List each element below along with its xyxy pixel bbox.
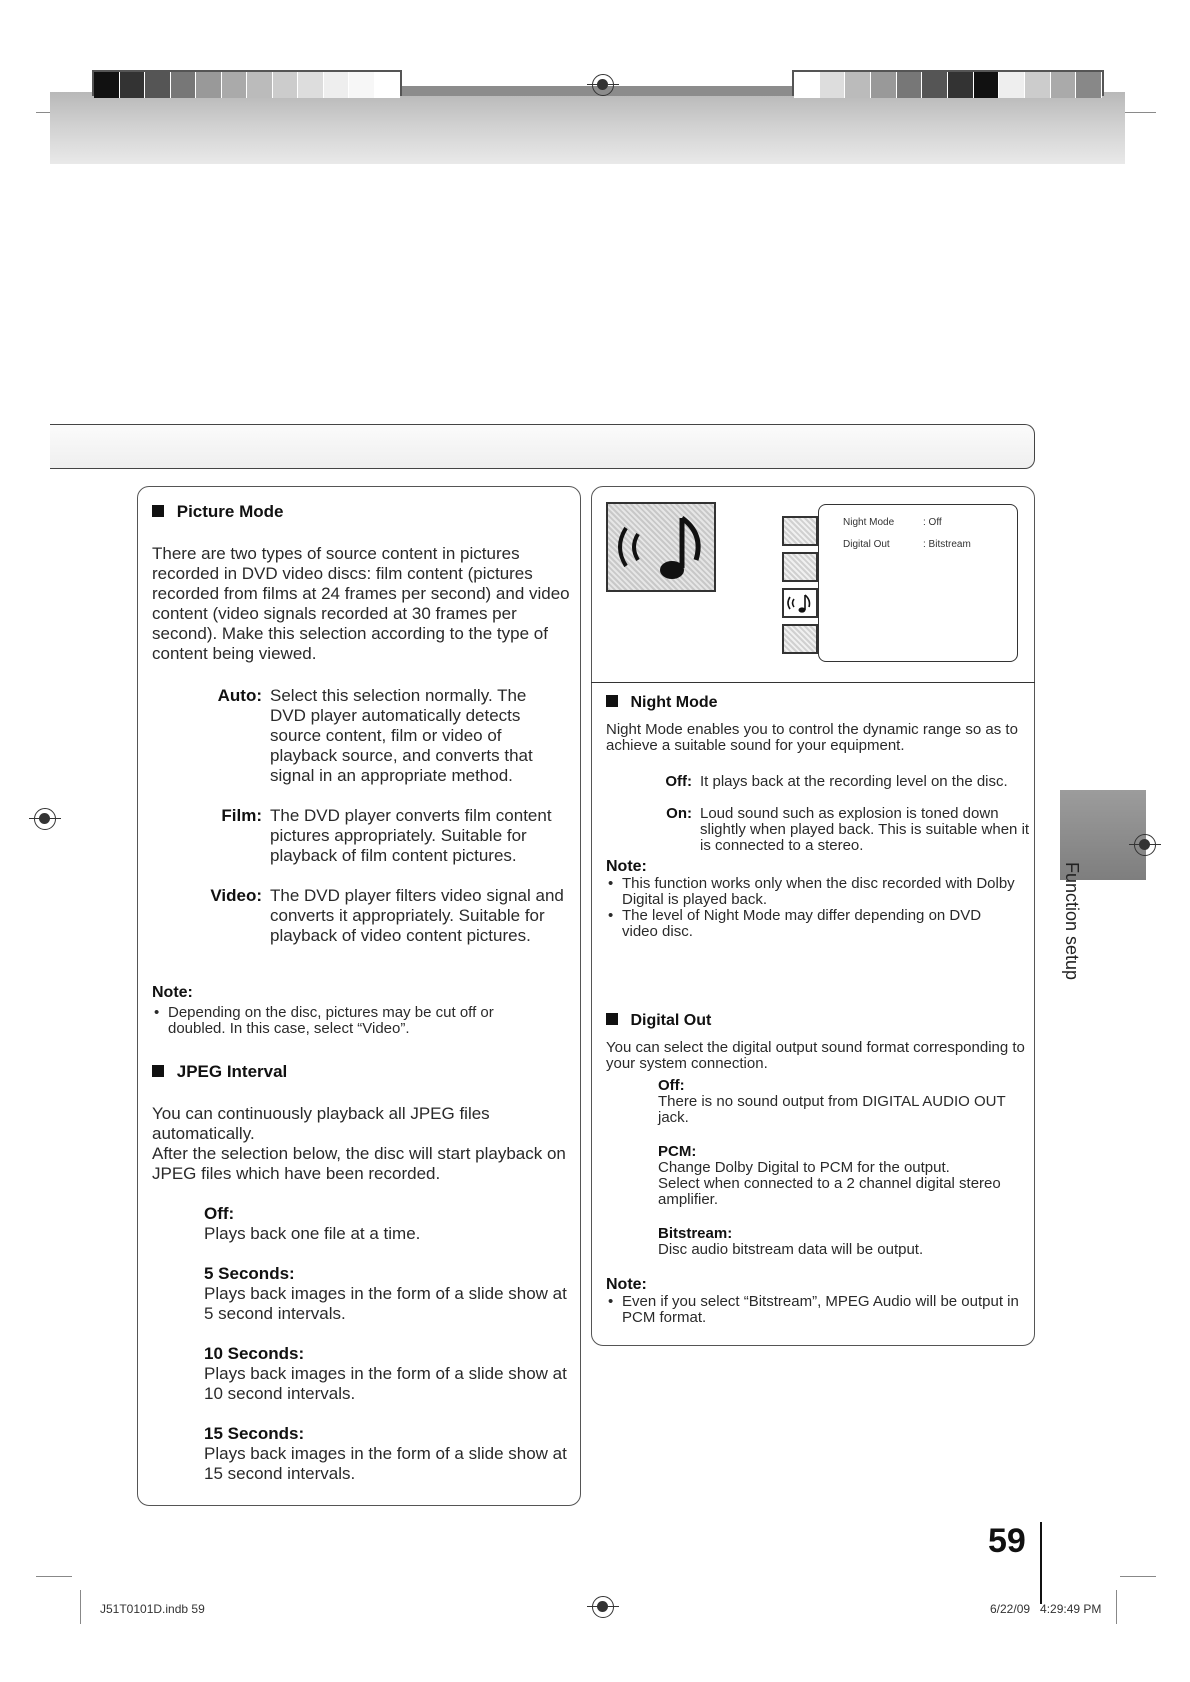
page-number-bar bbox=[1040, 1522, 1042, 1604]
night-mode-option-off bbox=[650, 774, 1030, 790]
header-band bbox=[50, 92, 1125, 164]
picture-mode-option-video bbox=[192, 886, 572, 946]
registration-mark-right bbox=[1134, 834, 1156, 856]
option-term: Bitstream: bbox=[658, 1225, 733, 1242]
option-desc: There is no sound output from DIGITAL AUDIO OUT jack. bbox=[658, 1093, 1006, 1126]
crop-mark bbox=[1120, 1576, 1156, 1577]
picture-mode-heading: Picture Mode bbox=[152, 502, 283, 522]
digital-out-option-off bbox=[658, 1078, 1028, 1126]
registration-mark-left bbox=[34, 808, 56, 830]
option-desc: Plays back images in the form of a slide show at 10 second intervals. bbox=[204, 1364, 567, 1403]
picture-mode-option-auto bbox=[192, 686, 572, 786]
option-term: 15 Seconds: bbox=[204, 1424, 305, 1443]
jpeg-interval-heading: JPEG Interval bbox=[152, 1062, 287, 1082]
audio-tab-icon bbox=[782, 588, 818, 618]
option-term: Auto: bbox=[217, 686, 262, 705]
page-number: 59 bbox=[988, 1522, 1026, 1560]
language-tab-icon bbox=[782, 516, 818, 546]
night-mode-option-on bbox=[650, 806, 1030, 854]
color-bar-left bbox=[92, 70, 402, 96]
night-mode-note-title: Note: bbox=[606, 858, 647, 875]
registration-mark-top bbox=[592, 74, 614, 96]
osd-row-night-mode bbox=[843, 517, 942, 528]
option-term: Off: bbox=[204, 1204, 235, 1223]
option-term: 5 Seconds: bbox=[204, 1264, 295, 1283]
night-mode-heading: Night Mode bbox=[606, 694, 718, 712]
footer-file-ref: J51T0101D.indb 59 bbox=[100, 1602, 205, 1616]
jpeg-option-5s bbox=[204, 1264, 574, 1324]
crop-mark bbox=[36, 1576, 72, 1577]
crop-mark bbox=[1116, 1590, 1117, 1624]
picture-mode-notes bbox=[152, 1005, 552, 1037]
parental-tab-icon bbox=[782, 624, 818, 654]
digital-out-notes bbox=[606, 1294, 1026, 1326]
picture-mode-option-film bbox=[192, 806, 572, 866]
option-term: Film: bbox=[221, 806, 262, 825]
osd-row-digital-out bbox=[843, 539, 971, 550]
note-item: • Even if you select “Bitstream”, MPEG Audio will be output in PCM format. bbox=[606, 1294, 1026, 1326]
osd-audio-menu bbox=[818, 504, 1018, 662]
option-desc-2: Select when connected to a 2 channel digital stereo amplifier. bbox=[658, 1175, 1001, 1208]
osd-value: : Bitstream bbox=[923, 539, 971, 550]
night-mode-intro: Night Mode enables you to control the dynamic range so as to achieve a suitable sound for your equipment. bbox=[606, 721, 1018, 754]
jpeg-interval-intro-1: You can continuously playback all JPEG files automatically. bbox=[152, 1104, 490, 1143]
osd-value: : Off bbox=[923, 517, 942, 528]
option-desc: Plays back images in the form of a slide show at 5 second intervals. bbox=[204, 1284, 567, 1323]
digital-out-option-pcm bbox=[658, 1144, 1028, 1208]
option-desc: Change Dolby Digital to PCM for the output. bbox=[658, 1159, 950, 1176]
jpeg-option-15s bbox=[204, 1424, 574, 1484]
picture-mode-intro: There are two types of source content in pictures recorded in DVD video discs: film content (pictures recorded from films at 24 frames per second) and video content (video signals recorded at 30 frames per second). Make this selection according to the type of content being viewed. bbox=[152, 544, 570, 663]
osd-label: Night Mode bbox=[843, 517, 895, 528]
digital-out-note-title: Note: bbox=[606, 1276, 647, 1293]
option-desc: The DVD player filters video signal and converts it appropriately. Suitable for playback of video content pictures. bbox=[270, 886, 564, 945]
footer-datetime: 6/22/09 4:29:49 PM bbox=[990, 1602, 1102, 1616]
option-term: Off: bbox=[658, 1077, 685, 1094]
chapter-label: Function setup bbox=[1062, 862, 1082, 981]
option-desc: Select this selection normally. The DVD player automatically detects source content, film or video of playback source, and converts that signal in an appropriate method. bbox=[270, 686, 533, 785]
night-mode-notes bbox=[606, 876, 1016, 940]
option-desc: Disc audio bitstream data will be output. bbox=[658, 1241, 924, 1258]
color-bar-right bbox=[792, 70, 1104, 96]
option-term: 10 Seconds: bbox=[204, 1344, 305, 1363]
jpeg-option-10s bbox=[204, 1344, 574, 1404]
note-item: • The level of Night Mode may differ depending on DVD video disc. bbox=[606, 908, 1016, 940]
option-desc: Plays back one file at a time. bbox=[204, 1224, 421, 1243]
option-desc: Plays back images in the form of a slide show at 15 second intervals. bbox=[204, 1444, 567, 1483]
option-desc: It plays back at the recording level on the disc. bbox=[700, 773, 1008, 790]
picture-tab-icon bbox=[782, 552, 818, 582]
note-item: • This function works only when the disc recorded with Dolby Digital is played back. bbox=[606, 876, 1016, 908]
osd-label: Digital Out bbox=[843, 539, 890, 550]
option-term: Video: bbox=[210, 886, 262, 905]
section-title-bar bbox=[50, 424, 1035, 469]
option-desc: Loud sound such as explosion is toned down slightly when played back. This is suitable when it is connected to a stereo. bbox=[700, 805, 1030, 854]
picture-mode-note-title: Note: bbox=[152, 984, 193, 1001]
digital-out-option-bitstream bbox=[658, 1226, 1028, 1258]
jpeg-option-off bbox=[204, 1204, 574, 1244]
jpeg-interval-intro-2: After the selection below, the disc will start playback on JPEG files which have been recorded. bbox=[152, 1144, 566, 1183]
option-desc: The DVD player converts film content pictures appropriately. Suitable for playback of film content pictures. bbox=[270, 806, 552, 865]
option-term: On: bbox=[666, 805, 692, 822]
note-item: • Depending on the disc, pictures may be cut off or doubled. In this case, select “Video”. bbox=[152, 1005, 552, 1037]
digital-out-intro: You can select the digital output sound format corresponding to your system connection. bbox=[606, 1039, 1025, 1072]
option-term: Off: bbox=[665, 773, 692, 790]
digital-out-heading: Digital Out bbox=[606, 1012, 711, 1030]
audio-setup-icon bbox=[606, 502, 716, 592]
registration-mark-bottom bbox=[592, 1596, 614, 1618]
right-panel-divider bbox=[591, 682, 1035, 683]
crop-mark bbox=[80, 1590, 81, 1624]
option-term: PCM: bbox=[658, 1143, 697, 1160]
